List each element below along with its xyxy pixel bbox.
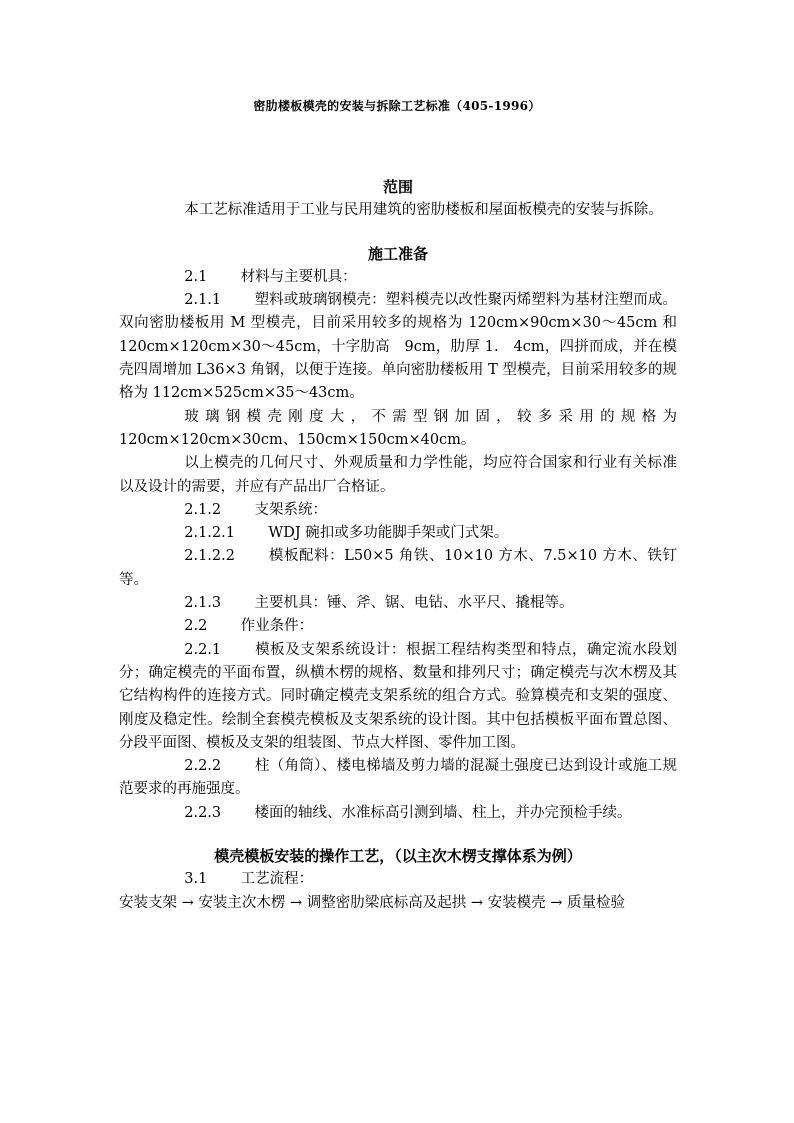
document-title: 密肋楼板模壳的安装与拆除工艺标准（405-1996） [253,99,541,113]
clause-2-1-2 [119,499,677,522]
clause-text: WDJ 碗扣或多功能脚手架或门式架。 [268,525,509,542]
clause-number: 2.2.3 [184,804,222,821]
clause-number: 2.1.2.2 [184,548,235,565]
process-flow: 安装支架 → 安装主次木楞 → 调整密肋梁底标高及起拱 → 安装模壳 → 质量检验 [119,894,625,911]
clause-text: 材料与主要机具： [240,268,357,285]
clause-text: 塑料或玻璃钢模壳：塑料模壳以改性聚丙烯塑料为基材注塑而成。双向密肋楼板用 M 型模壳，目前采用较多的规格为 120cm×90cm×30～45cm 和 120cm×120cm×30～45cm，十字肋高 9cm，肋厚 1. 4cm，四拼而成，并在模壳四周增加 L36×3 角钢，以便于连接。单向密肋楼板用 T 型模壳，目前采用较多的规格为 112cm×525cm×35～43cm。 [119,292,677,402]
scope-paragraph: 本工艺标准适用于工业与民用建筑的密肋楼板和屋面板模壳的安装与拆除。 [184,202,663,219]
clause-2-1-2-2 [119,545,677,592]
clause-number: 2.1.2.1 [184,525,235,542]
clause-2-2 [119,615,677,638]
clause-number: 2.1.3 [184,595,222,612]
clause-number: 3.1 [184,871,208,888]
clause-2-2-3 [119,802,677,825]
clause-text: 支架系统： [254,501,327,518]
clause-number: 2.2.1 [184,641,222,658]
clause-text: 主要机具：锤、斧、锯、电钻、水平尺、撬棍等。 [254,595,574,612]
paragraph-frp-shell: 玻璃钢模壳刚度大，不需型钢加固，较多采用的规格为120cm×120cm×30cm、150cm×150cm×40cm。 [119,408,677,448]
clause-text: 模板配料：L50×5 角铁、10×10 方木、7.5×10 方木、铁钉等。 [119,548,677,588]
clause-3-1 [119,868,677,891]
clause-2-1-1 [119,289,677,405]
clause-2-1-2-1 [119,522,677,545]
clause-text: 楼面的轴线、水准标高引测到墙、柱上，并办完预检手续。 [254,804,632,821]
clause-2-2-1 [119,639,677,755]
section-heading-installation: 模壳模板安装的操作工艺，（以主次木楞支撑体系为例） [214,847,582,866]
clause-number: 2.1.2 [184,501,222,518]
section-heading-preparation: 施工准备 [367,244,428,263]
clause-text: 工艺流程： [240,871,314,888]
clause-number: 2.1 [184,268,208,285]
clause-text: 模板及支架系统设计：根据工程结构类型和特点，确定流水段划分；确定模壳的平面布置，纵横木楞的规格、数量和排列尺寸；确定模壳与次木楞及其它结构构件的连接方式。同时确定模壳支架系统的组合方式。验算模壳和支架的强度、刚度及稳定性。绘制全套模壳模板及支架系统的设计图。其中包括模板平面布置总图、分段平面图、模板及支架的组装图、节点大样图、零件加工图。 [119,641,677,751]
clause-number: 2.1.1 [184,292,222,309]
clause-2-2-2 [119,755,677,802]
clause-number: 2.2.2 [184,758,222,775]
paragraph-shell-quality: 以上模壳的几何尺寸、外观质量和力学性能，均应符合国家和行业有关标准以及设计的需要，并应有产品出厂合格证。 [119,455,677,495]
document-body [119,176,677,915]
clause-2-1-3 [119,592,677,615]
section-heading-scope: 范围 [382,178,413,196]
clause-number: 2.2 [184,618,208,635]
clause-text: 作业条件： [240,618,314,635]
clause-2-1 [119,266,677,289]
clause-text: 柱（角筒）、楼电梯墙及剪力墙的混凝土强度已达到设计或施工规范要求的再施强度。 [119,758,677,798]
